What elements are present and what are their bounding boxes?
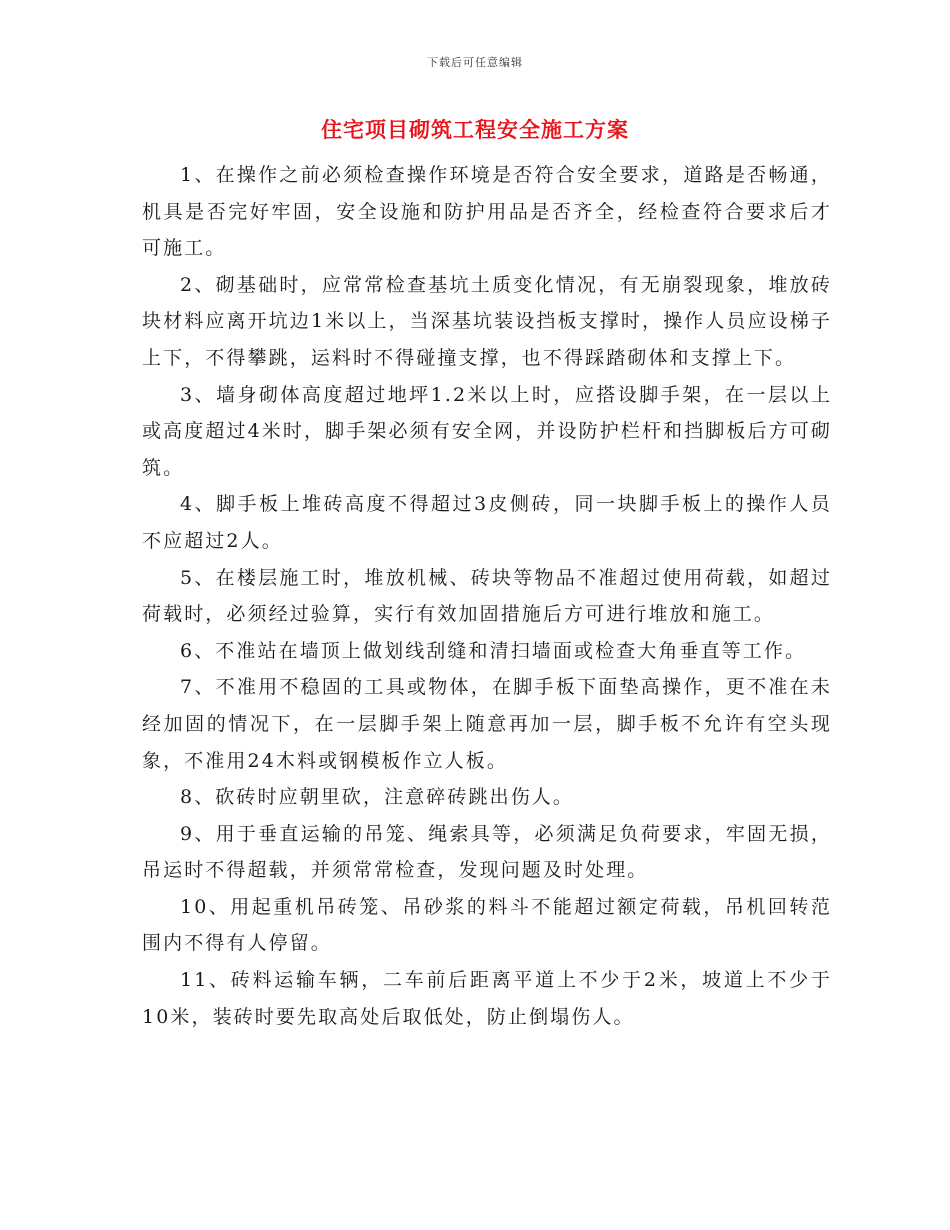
paragraph-11: 11、砖料运输车辆，二车前后距离平道上不少于2米，坡道上不少于10米，装砖时要先取高处后取低处，防止倒塌伤人。 [142,969,832,1028]
paragraph-7: 7、不准用不稳固的工具或物体，在脚手板下面垫高操作，更不准在未经加固的情况下，在一层脚手架上随意再加一层，脚手板不允许有空头现象，不准用24木料或钢模板作立人板。 [142,676,832,772]
paragraph-5: 5、在楼层施工时，堆放机械、砖块等物品不准超过使用荷载，如超过荷载时，必须经过验算，实行有效加固措施后方可进行堆放和施工。 [142,566,832,626]
document-body [142,157,832,1035]
paragraph-9: 9、用于垂直运输的吊笼、绳索具等，必须满足负荷要求，牢固无损，吊运时不得超载，并须常常检查，发现问题及时处理。 [142,822,832,882]
paragraph-6: 6、不准站在墙顶上做划线刮缝和清扫墙面或检查大角垂直等工作。 [180,639,807,662]
paragraph-4: 4、脚手板上堆砖高度不得超过3皮侧砖，同一块脚手板上的操作人员不应超过2人。 [142,493,832,552]
paragraph-10: 10、用起重机吊砖笼、吊砂浆的料斗不能超过额定荷载，吊机回转范围内不得有人停留。 [142,895,832,955]
paragraph-3: 3、墙身砌体高度超过地坪1.2米以上时，应搭设脚手架，在一层以上或高度超过4米时，脚手架必须有安全网，并设防护栏杆和挡脚板后方可砌筑。 [142,383,832,479]
paragraph-2: 2、砌基础时，应常常检查基坑土质变化情况，有无崩裂现象，堆放砖块材料应离开坑边1米以上，当深基坑装设挡板支撑时，操作人员应设梯子上下，不得攀跳，运料时不得碰撞支撑，也不得踩踏砌体和支撑上下。 [142,273,832,369]
paragraph-1: 1、在操作之前必须检查操作环境是否符合安全要求，道路是否畅通，机具是否完好牢固，安全设施和防护用品是否齐全，经检查符合要求后才可施工。 [142,164,832,260]
page-header-note: 下载后可任意编辑 [427,56,523,69]
document-title: 住宅项目砌筑工程安全施工方案 [321,118,629,142]
paragraph-8: 8、砍砖时应朝里砍，注意碎砖跳出伤人。 [180,786,574,809]
